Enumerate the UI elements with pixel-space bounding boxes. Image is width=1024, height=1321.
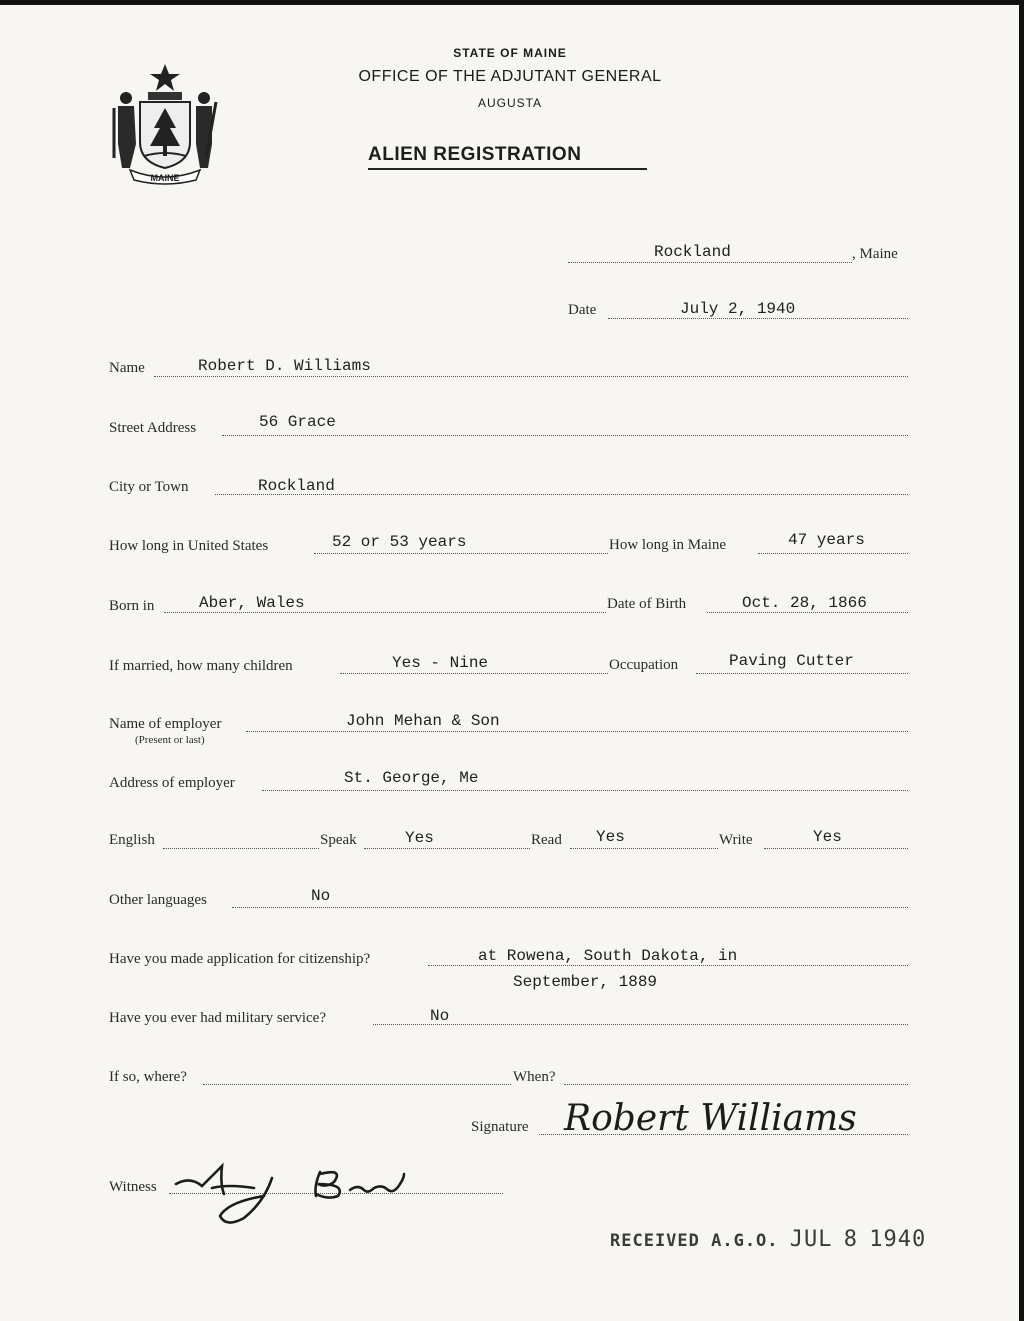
- date-value: July 2, 1940: [680, 300, 796, 318]
- witness-signature-handwriting: [168, 1144, 428, 1230]
- street-label: Street Address: [109, 420, 197, 436]
- name-label: Name: [109, 360, 145, 376]
- born-label: Born in: [109, 598, 155, 614]
- military-label: Have you ever had military service?: [109, 1010, 326, 1026]
- stamp-year: 1940: [869, 1227, 927, 1252]
- location-value: Rockland: [654, 243, 731, 261]
- location-suffix: , Maine: [852, 246, 898, 262]
- received-stamp: [610, 1227, 926, 1252]
- state-seal-icon: [110, 58, 220, 186]
- occupation-value: Paving Cutter: [729, 652, 854, 670]
- children-label: If married, how many children: [109, 658, 293, 674]
- employer-value: John Mehan & Son: [346, 712, 500, 730]
- title-underline: [368, 168, 647, 170]
- citizenship-label: Have you made application for citizenship?: [109, 951, 371, 967]
- form-title: ALIEN REGISTRATION: [368, 144, 582, 165]
- city-value: Rockland: [258, 477, 335, 495]
- header-city: AUGUSTA: [477, 96, 543, 110]
- dob-label: Date of Birth: [607, 596, 687, 612]
- header-office: OFFICE OF THE ADJUTANT GENERAL: [358, 68, 662, 85]
- other-languages-label: Other languages: [109, 892, 207, 908]
- citizenship-value-line2: September, 1889: [513, 973, 658, 991]
- dob-value: Oct. 28, 1866: [742, 594, 867, 612]
- maine-years-value: 47 years: [788, 531, 865, 549]
- english-label: English: [109, 832, 155, 848]
- employer-label: Name of employer: [109, 716, 222, 732]
- born-value: Aber, Wales: [199, 594, 305, 612]
- where-label: If so, where?: [109, 1069, 187, 1085]
- read-value: Yes: [596, 828, 625, 846]
- speak-label: Speak: [320, 832, 357, 848]
- employer-sublabel: (Present or last): [135, 734, 205, 746]
- us-years-label: How long in United States: [109, 538, 269, 554]
- write-label: Write: [719, 832, 753, 848]
- scan-border-right: [1019, 0, 1024, 1321]
- svg-text:A. J. Bird: A. J. Bird: [168, 1228, 172, 1229]
- signature-handwriting: [560, 1086, 910, 1142]
- svg-text:Robert Williams: Robert Williams: [564, 1098, 857, 1139]
- children-value: Yes - Nine: [392, 654, 489, 672]
- stamp-received-text: RECEIVED A.G.O.: [610, 1231, 779, 1251]
- employer-address-value: St. George, Me: [344, 769, 479, 787]
- when-label: When?: [513, 1069, 556, 1085]
- header-state: STATE OF MAINE: [453, 46, 567, 60]
- other-languages-value: No: [311, 887, 331, 905]
- citizenship-value-line1: at Rowena, South Dakota, in: [478, 947, 738, 965]
- stamp-month: JUL: [789, 1227, 833, 1252]
- read-label: Read: [531, 832, 562, 848]
- street-value: 56 Grace: [259, 413, 336, 431]
- date-label: Date: [568, 302, 597, 318]
- maine-years-label: How long in Maine: [609, 537, 727, 553]
- speak-value: Yes: [405, 829, 434, 847]
- city-label: City or Town: [109, 479, 189, 495]
- seal-banner-text: MAINE: [150, 173, 180, 183]
- witness-label: Witness: [109, 1179, 157, 1195]
- name-value: Robert D. Williams: [198, 357, 371, 375]
- military-value: No: [430, 1007, 450, 1025]
- stamp-day: 8: [843, 1227, 859, 1252]
- us-years-value: 52 or 53 years: [332, 533, 467, 551]
- occupation-label: Occupation: [609, 657, 679, 673]
- write-value: Yes: [813, 828, 842, 846]
- scan-border-top: [0, 0, 1024, 5]
- employer-address-label: Address of employer: [109, 775, 235, 791]
- signature-label: Signature: [471, 1119, 529, 1135]
